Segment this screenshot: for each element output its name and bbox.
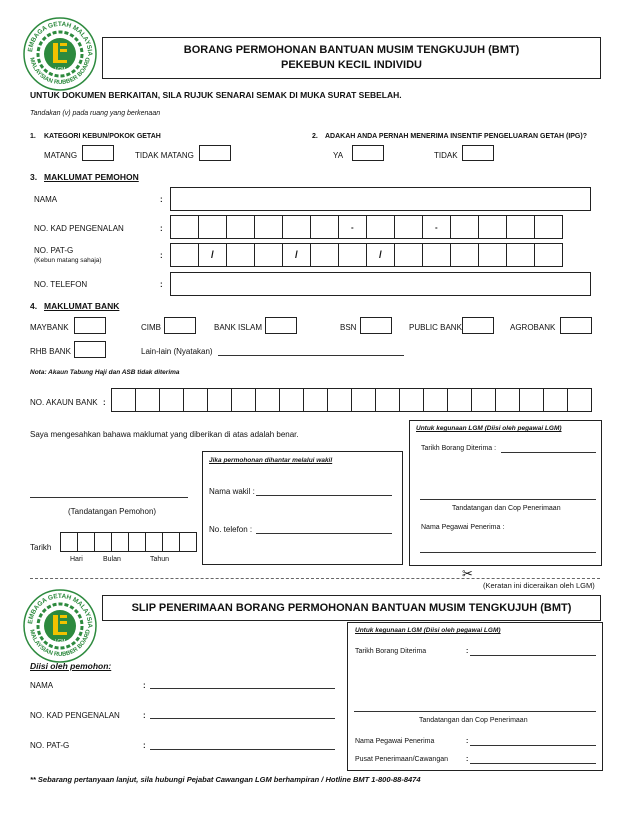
bank-public-label: PUBLIC BANK: [409, 323, 462, 332]
ic-dash-2: -: [435, 223, 438, 232]
slip-nama-label: NAMA: [30, 681, 54, 690]
q1-tidak-matang-checkbox[interactable]: [199, 145, 231, 161]
logo-slip-mark: LGM: [54, 639, 66, 645]
ic-dash-1: -: [351, 223, 354, 232]
lgm-box: [409, 420, 602, 566]
q1-opt2-label: TIDAK MATANG: [135, 151, 194, 160]
patg-input[interactable]: [170, 243, 562, 267]
agent-title: Jika permohonan dihantar melalui wakil: [209, 457, 333, 464]
date-year-label: Tahun: [150, 556, 170, 563]
section4-title: MAKLUMAT BANK: [44, 301, 120, 311]
bank-note: Nota: Akaun Tabung Haji dan ASB tidak diterima: [30, 369, 180, 376]
date-day-label: Hari: [70, 556, 83, 563]
bank-public-checkbox[interactable]: [462, 317, 494, 334]
slip-received-colon: :: [466, 648, 469, 655]
account-label: NO. AKAUN BANK: [30, 398, 98, 407]
ic-input[interactable]: [170, 215, 562, 239]
q1-matang-checkbox[interactable]: [82, 145, 114, 161]
logo-top-text: EMBAGA GETAH MALAYSIA: [27, 20, 94, 57]
slip-officer-label: Nama Pegawai Penerima: [355, 738, 435, 745]
instruction-text: UNTUK DOKUMEN BERKAITAN, SILA RUJUK SENARAI SEMAK DI MUKA SURAT SEBELAH.: [30, 90, 402, 100]
form-title-line1: BORANG PERMOHONAN BANTUAN MUSIM TENGKUJUH (BMT): [183, 44, 520, 56]
patg-slash-1: /: [211, 250, 214, 261]
slip-officer-input[interactable]: [470, 745, 596, 746]
logo-mark: LGM: [54, 67, 66, 73]
slip-lgm-box: [347, 622, 603, 771]
slip-received-input[interactable]: [470, 655, 596, 656]
bank-others-input[interactable]: [218, 355, 404, 356]
q2-number: 2.: [312, 133, 318, 140]
bank-islam-checkbox[interactable]: [265, 317, 297, 334]
slip-lgm-title: Untuk kegunaan LGM (Diisi oleh pegawai LGM): [355, 627, 501, 634]
phone-colon: :: [160, 280, 163, 289]
nama-input[interactable]: [170, 187, 591, 211]
bank-islam-label: BANK ISLAM: [214, 323, 263, 332]
form-title-line2: PEKEBUN KECIL INDIVIDU: [281, 59, 422, 71]
q1-number: 1.: [30, 133, 36, 140]
patg-label: NO. PAT-G: [34, 246, 74, 255]
patg-note: (Kebun matang sahaja): [34, 257, 102, 264]
slip-applicant-title: Diisi oleh pemohon:: [30, 661, 112, 671]
bank-maybank-label: MAYBANK: [30, 323, 69, 332]
bank-cimb-label: CIMB: [141, 323, 161, 332]
slip-branch-colon: :: [466, 756, 469, 763]
nama-label: NAMA: [34, 195, 58, 204]
lgm-sign-line[interactable]: [420, 499, 596, 500]
slip-sign-line[interactable]: [354, 711, 596, 712]
bank-others-label: Lain-lain (Nyatakan): [141, 347, 213, 356]
bank-rhb-checkbox[interactable]: [74, 341, 106, 358]
agent-name-label: Nama wakil :: [209, 487, 255, 496]
lgm-box-title: Untuk kegunaan LGM (Diisi oleh pegawai LGM): [416, 425, 562, 432]
slip-branch-label: Pusat Penerimaan/Cawangan: [355, 756, 449, 763]
slip-sign-label: Tandatangan dan Cop Penerimaan: [419, 717, 528, 724]
bank-rhb-label: RHB BANK: [30, 347, 71, 356]
nama-colon: :: [160, 195, 163, 204]
date-input[interactable]: [60, 532, 196, 552]
scissors-icon: ✂: [462, 566, 473, 581]
section3-number: 3.: [30, 172, 38, 182]
phone-label: NO. TELEFON: [34, 280, 88, 289]
bank-maybank-checkbox[interactable]: [74, 317, 106, 334]
q2-ya-checkbox[interactable]: [352, 145, 384, 161]
account-input[interactable]: [111, 388, 591, 412]
agent-name-input[interactable]: [256, 495, 392, 496]
q2-opt1-label: YA: [333, 151, 344, 160]
lgm-logo: [22, 16, 98, 92]
lgm-sign-label: Tandatangan dan Cop Penerimaan: [452, 505, 561, 512]
logo-bottom-text: MALAYSIAN RUBBER BOARD: [28, 57, 92, 87]
cut-note: (Keratan ini diceraikan oleh LGM): [483, 581, 595, 590]
slip-officer-colon: :: [466, 738, 469, 745]
signature-label: (Tandatangan Pemohon): [68, 507, 157, 516]
patg-colon: :: [160, 251, 163, 260]
ic-colon: :: [160, 224, 163, 233]
date-month-label: Bulan: [103, 556, 121, 563]
slip-ic-input[interactable]: [150, 718, 335, 719]
slip-patg-input[interactable]: [150, 749, 335, 750]
agent-phone-input[interactable]: [256, 533, 392, 534]
q1-opt1-label: MATANG: [44, 151, 78, 160]
slip-branch-input[interactable]: [470, 763, 596, 764]
slip-ic-colon: :: [143, 711, 146, 720]
form-title: [102, 37, 601, 79]
q2-label: ADAKAH ANDA PERNAH MENERIMA INSENTIF PENGELUARAN GETAH (IPG)?: [325, 133, 587, 140]
slip-patg-colon: :: [143, 741, 146, 750]
q2-tidak-checkbox[interactable]: [462, 145, 494, 161]
lgm-received-label: Tarikh Borang Diterima :: [421, 445, 497, 452]
bank-cimb-checkbox[interactable]: [164, 317, 196, 334]
logo-slip-top-text: EMBAGA GETAH MALAYSIA: [27, 592, 94, 629]
logo-slip-bottom-text: MALAYSIAN RUBBER BOARD: [28, 629, 92, 659]
section3-title: MAKLUMAT PEMOHON: [44, 172, 139, 182]
cut-line: [30, 578, 600, 579]
slip-ic-label: NO. KAD PENGENALAN: [30, 711, 120, 720]
q1-label: KATEGORI KEBUN/POKOK GETAH: [44, 133, 161, 140]
ic-label: NO. KAD PENGENALAN: [34, 224, 124, 233]
bank-bsn-label: BSN: [340, 323, 357, 332]
agent-box: [202, 451, 403, 565]
lgm-officer-input[interactable]: [420, 552, 596, 553]
footer-note: ** Sebarang pertanyaan lanjut, sila hubungi Pejabat Cawangan LGM berhampiran / Hotline BMT 1-800-88-8474: [30, 775, 421, 784]
bank-agro-checkbox[interactable]: [560, 317, 592, 334]
slip-nama-input[interactable]: [150, 688, 335, 689]
patg-slash-3: /: [379, 250, 382, 261]
slip-patg-label: NO. PAT-G: [30, 741, 70, 750]
section4-number: 4.: [30, 301, 38, 311]
bank-agro-label: AGROBANK: [510, 323, 556, 332]
signature-line[interactable]: [30, 497, 188, 498]
slip-title: SLIP PENERIMAAN BORANG PERMOHONAN BANTUAN MUSIM TENGKUJUH (BMT): [102, 595, 601, 621]
patg-slash-2: /: [295, 250, 298, 261]
q2-opt2-label: TIDAK: [434, 151, 458, 160]
bank-bsn-checkbox[interactable]: [360, 317, 392, 334]
agent-phone-label: No. telefon :: [209, 525, 253, 534]
slip-received-label: Tarikh Borang Diterima: [355, 648, 427, 655]
lgm-logo-slip: [22, 588, 98, 664]
account-colon: :: [103, 398, 106, 407]
lgm-officer-label: Nama Pegawai Penerima :: [421, 524, 505, 531]
lgm-received-input[interactable]: [501, 452, 596, 453]
date-label: Tarikh: [30, 543, 52, 552]
phone-input[interactable]: [170, 272, 591, 296]
tick-note: Tandakan (v) pada ruang yang berkenaan: [30, 110, 161, 117]
slip-nama-colon: :: [143, 681, 146, 690]
declaration-text: Saya mengesahkan bahawa maklumat yang diberikan di atas adalah benar.: [30, 430, 299, 439]
